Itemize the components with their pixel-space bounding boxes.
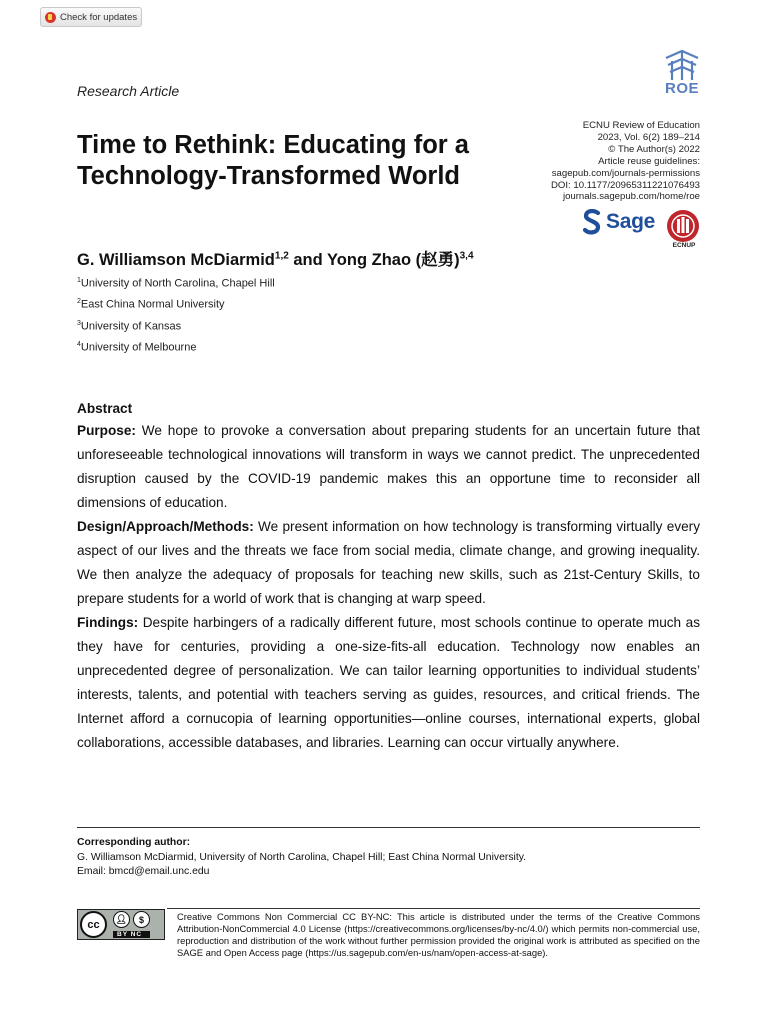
check-for-updates-button[interactable] bbox=[40, 7, 142, 27]
author-list bbox=[77, 246, 474, 270]
reuse-guidelines-label: Article reuse guidelines: bbox=[598, 155, 700, 167]
affiliation-number: 2 bbox=[77, 298, 81, 306]
affiliation-number: 1 bbox=[77, 277, 81, 284]
journal-info bbox=[460, 120, 700, 203]
author-2-affil: 3,4 bbox=[459, 250, 474, 262]
journal-logo-text: ROE bbox=[664, 80, 699, 97]
check-for-updates-label: Check for updates bbox=[60, 11, 138, 23]
noncommercial-icon: $ bbox=[133, 911, 150, 928]
design-label: Design/Approach/Methods: bbox=[77, 519, 254, 534]
journal-copyright: © The Author(s) 2022 bbox=[608, 143, 700, 155]
author-1-affil: 1,2 bbox=[274, 250, 289, 262]
permissions-link[interactable]: sagepub.com/journals-permissions bbox=[551, 167, 700, 179]
purpose-text: We hope to provoke a conversation about preparing students for an uncertain future that unforeseeable technological innovations will transform in ways we cannot predict. The unprecedented disruption caused by the COVID-19 pandemic makes this an opportune time to reconsider all dimensions of education. bbox=[77, 423, 700, 510]
affiliation-text: University of Melbourne bbox=[80, 341, 197, 354]
affiliation-number: 3 bbox=[77, 319, 81, 327]
divider bbox=[167, 908, 700, 909]
corresponding-email[interactable]: Email: bmcd@email.unc.edu bbox=[77, 866, 210, 877]
affiliation bbox=[77, 293, 275, 314]
purpose-label: Purpose: bbox=[77, 423, 136, 438]
affiliations bbox=[77, 272, 275, 357]
cc-badge-icons bbox=[113, 911, 150, 938]
affiliation bbox=[77, 315, 275, 336]
sage-s-icon bbox=[582, 209, 602, 235]
abstract-purpose bbox=[77, 419, 700, 515]
divider bbox=[77, 827, 700, 828]
findings-label: Findings: bbox=[77, 615, 139, 630]
ecnup-logo-icon bbox=[666, 209, 700, 243]
cc-label: cc bbox=[87, 918, 100, 931]
findings-text: Despite harbingers of a radically different future, most schools continue to operate much as they have for centuries, providing a one-size-fits-all education. Technology now enables an unprecedented degree of personalization. We can tailor learning opportunities to individual students’ interests, talents, and potential with teachers serving as guides, resources, and critical friends. The Internet afford a cornucopia of learning opportunities—online courses, international experts, global collaborations, accessible databases, and libraries. Learning can occur virtually anywhere. bbox=[77, 615, 700, 750]
corresponding-label: Corresponding author: bbox=[77, 837, 191, 848]
abstract bbox=[77, 399, 700, 755]
article-type: Research Article bbox=[77, 83, 180, 99]
ecnup-logo-text: ECNUP bbox=[672, 242, 696, 249]
author-conjunction: and bbox=[288, 251, 328, 269]
bookmark-update-icon bbox=[45, 12, 56, 23]
corresponding-author bbox=[77, 836, 526, 880]
license-body: Creative Commons Non Commercial CC BY-NC: This article is distributed under the terms of the Creative Commons Attribution-NonCommercial 4.0 License (https://creativecommons.org/licenses/by-nc/4.0/) which permits non-commercial use, reproduction and distribution of the work without further permission provided the original work is attributed as specified on the SAGE and Open Access page (https://us.sagepub.com/en-us/nam/open-access-at-sage). bbox=[177, 911, 700, 958]
corresponding-line: G. Williamson McDiarmid, University of North Carolina, Chapel Hill; East China Normal University. bbox=[77, 851, 527, 863]
author-1[interactable]: G. Williamson McDiarmid bbox=[77, 251, 275, 269]
affiliation bbox=[77, 336, 275, 357]
affiliation-text: University of North Carolina, Chapel Hill bbox=[80, 277, 275, 290]
by-label: BY bbox=[117, 931, 128, 938]
sage-logo bbox=[582, 209, 655, 235]
abstract-design bbox=[77, 515, 700, 611]
abstract-findings bbox=[77, 611, 700, 755]
author-2[interactable]: Yong Zhao (赵勇) bbox=[327, 251, 460, 269]
affiliation-text: University of Kansas bbox=[80, 320, 182, 333]
journal-home-link[interactable]: journals.sagepub.com/home/roe bbox=[562, 191, 700, 203]
affiliation-text: East China Normal University bbox=[80, 299, 225, 312]
doi[interactable]: DOI: 10.1177/20965311221076493 bbox=[550, 179, 700, 191]
article-title: Time to Rethink: Educating for a Technology-Transformed World bbox=[77, 131, 469, 190]
nc-label: NC bbox=[130, 931, 143, 938]
sage-logo-text: Sage bbox=[606, 210, 655, 233]
abstract-heading: Abstract bbox=[77, 401, 133, 416]
affiliation-number: 4 bbox=[77, 341, 81, 349]
journal-volume: 2023, Vol. 6(2) 189–214 bbox=[597, 131, 700, 143]
affiliation bbox=[77, 272, 275, 293]
creative-commons-icon bbox=[80, 911, 107, 938]
cc-license-badge[interactable] bbox=[77, 909, 165, 940]
license-text bbox=[77, 911, 700, 959]
journal-name: ECNU Review of Education bbox=[582, 120, 700, 131]
cc-badge-bar bbox=[113, 931, 150, 938]
design-text: We present information on how technology is transforming virtually every aspect of our lives and the threats we face from social media, climate change, and growing inequality. We then analyze the adequacy of proposals for teaching new skills, such as 21st-Century Skills, to prepare students for a world of work that is changing at warp speed. bbox=[77, 519, 700, 606]
attribution-icon: 👤︎ bbox=[113, 911, 130, 928]
